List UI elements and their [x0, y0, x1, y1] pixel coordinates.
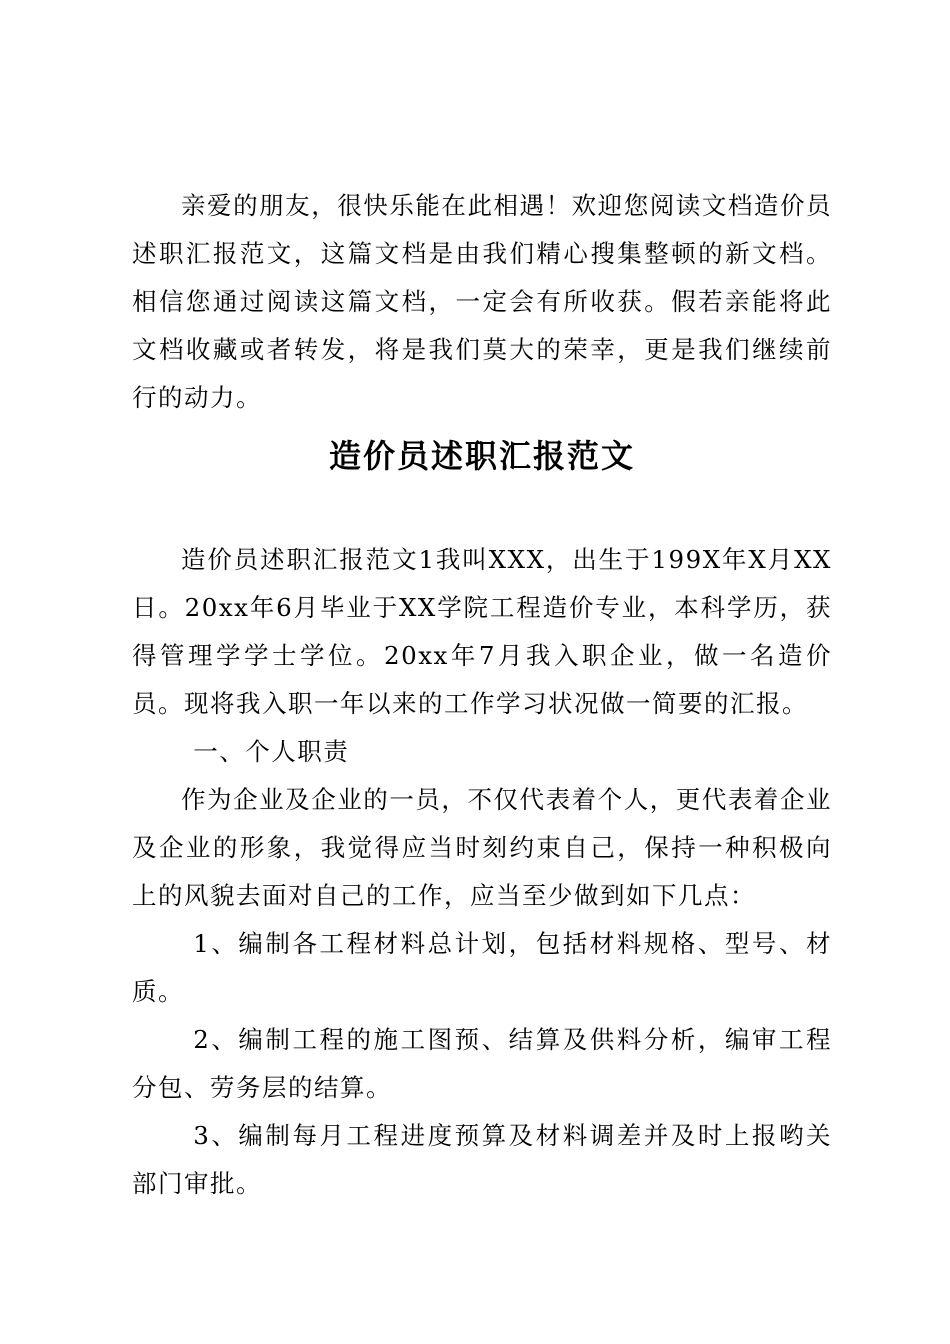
document-body [132, 182, 832, 1208]
section-heading: 一、个人职责 [193, 737, 350, 766]
list-item-3: 3、编制每月工程进度预算及材料调差并及时上报哟关部门审批。 [132, 1121, 832, 1198]
body-paragraph-duty: 作为企业及企业的一员，不仅代表着个人，更代表着企业及企业的形象，我觉得应当时刻约束自己，保持一种积极向上的风貌去面对自己的工作，应当至少做到如下几点： [132, 785, 832, 910]
document-title: 造价员述职汇报范文 [328, 437, 635, 475]
list-item-2: 2、编制工程的施工图预、结算及供料分析，编审工程分包、劳务层的结算。 [132, 1025, 832, 1102]
list-item-1: 1、编制各工程材料总计划，包括材料规格、型号、材质。 [132, 929, 832, 1006]
intro-paragraph: 亲爱的朋友，很快乐能在此相遇！欢迎您阅读文档造价员述职汇报范文，这篇文档是由我们精心搜集整顿的新文档。相信您通过阅读这篇文档，一定会有所收获。假若亲能将此文档收藏或者转发，将是我们莫大的荣幸，更是我们继续前行的动力。 [132, 191, 832, 412]
body-paragraph-intro: 造价员述职汇报范文1我叫XXX，出生于199X年X月XX日。20xx年6月毕业于XX学院工程造价专业，本科学历，获得管理学学士学位。20xx年7月我入职企业，做一名造价员。现将我入职一年以来的工作学习状况做一简要的汇报。 [132, 545, 832, 718]
